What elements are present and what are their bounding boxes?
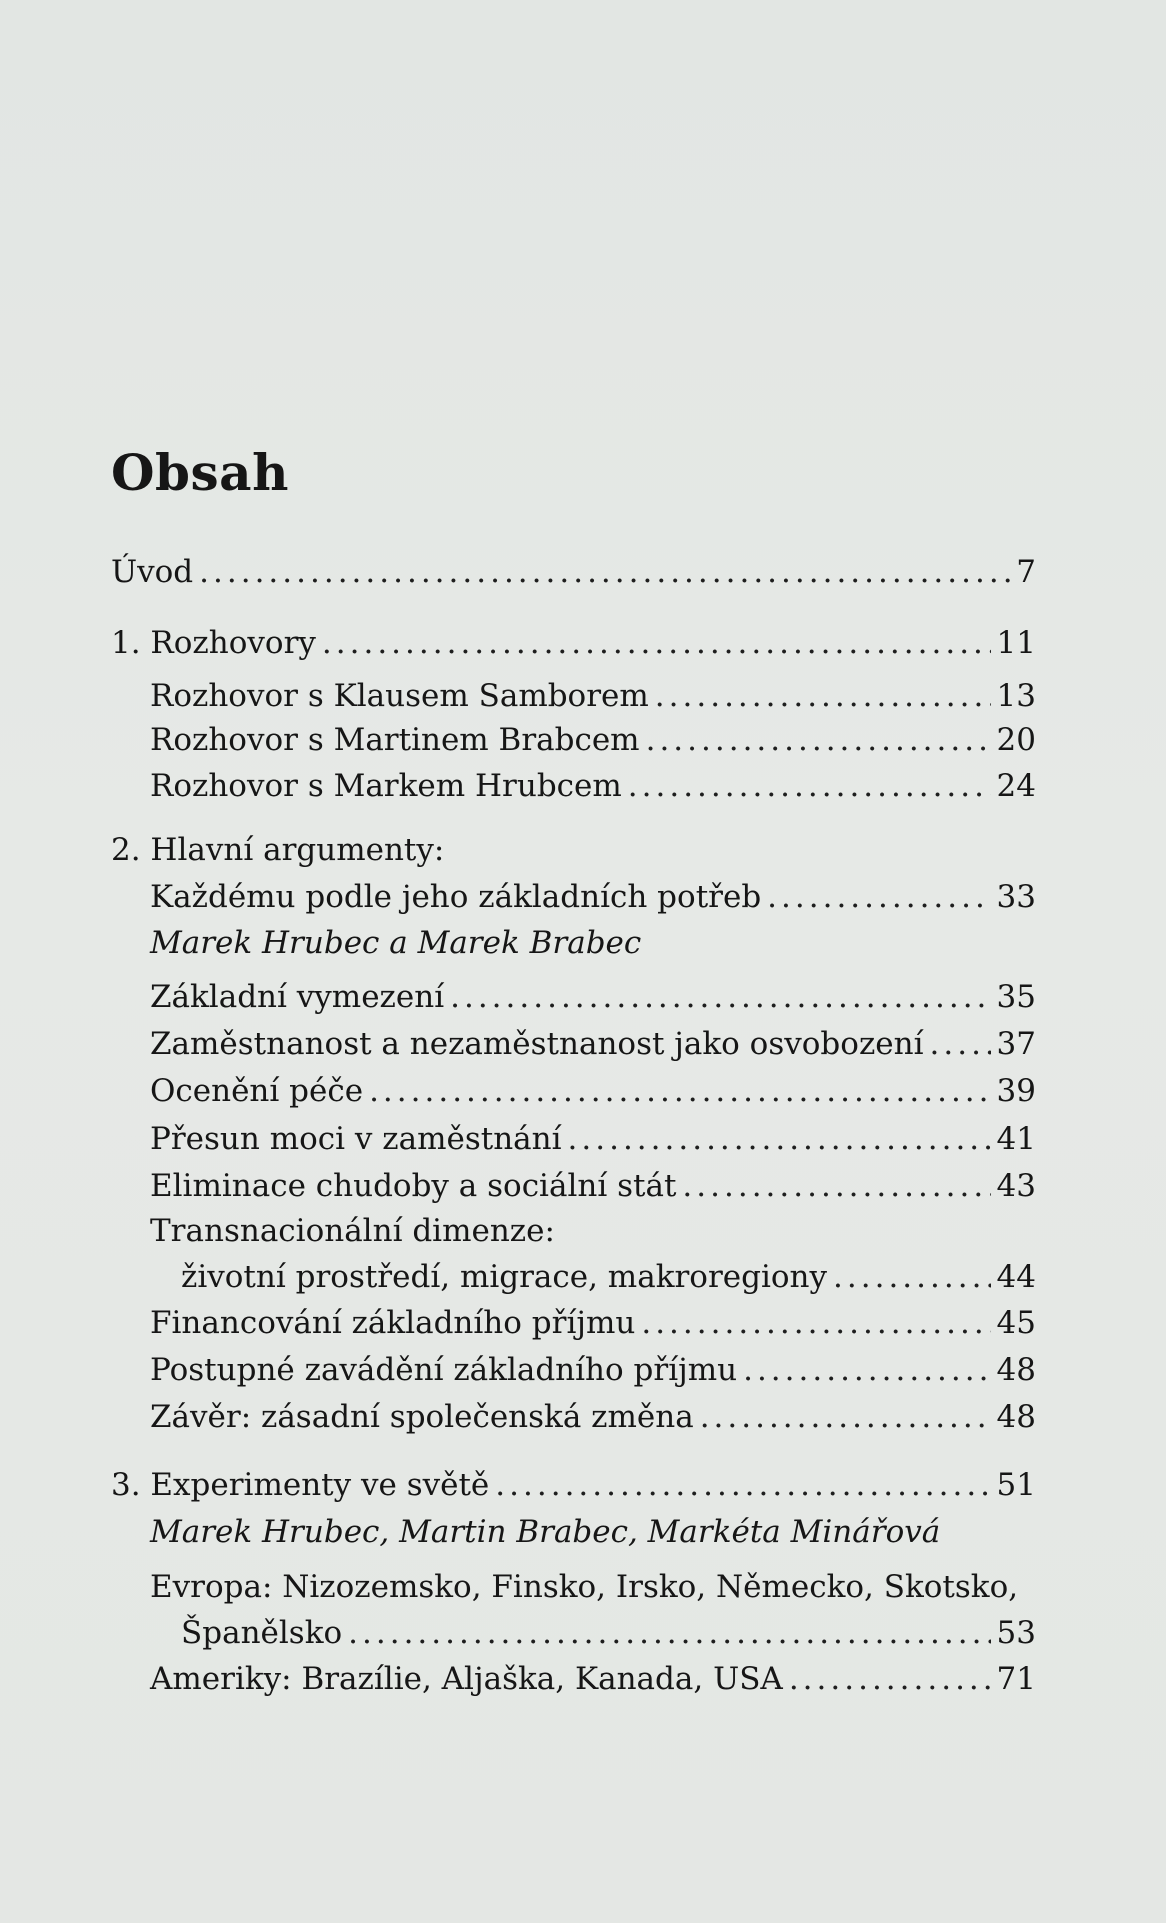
toc-entry-page: 48 bbox=[996, 1352, 1036, 1388]
toc-entry bbox=[150, 979, 1036, 1015]
leader-dots bbox=[628, 771, 991, 802]
leader-dots bbox=[682, 1171, 990, 1202]
toc-entry-page: 48 bbox=[996, 1399, 1036, 1435]
toc-entry-label: Základní vymezení bbox=[150, 979, 445, 1015]
toc-entry-page: 45 bbox=[996, 1305, 1036, 1341]
toc-entry-uvod bbox=[111, 554, 1036, 590]
toc-entry-label: Transnacionální dimenze: bbox=[150, 1213, 555, 1249]
toc-entry bbox=[150, 1026, 1036, 1062]
toc-entry-chapter-1 bbox=[111, 625, 1036, 661]
leader-dots bbox=[655, 681, 991, 712]
toc-entry-page: 13 bbox=[996, 678, 1036, 714]
toc-entry-label: Eliminace chudoby a sociální stát bbox=[150, 1168, 677, 1204]
toc-entry bbox=[181, 1259, 1036, 1295]
toc-entry-chapter-3 bbox=[111, 1467, 1036, 1503]
toc-entry bbox=[150, 768, 1036, 804]
toc-entry-label: Španělsko bbox=[181, 1615, 343, 1651]
toc-entry bbox=[150, 1305, 1036, 1341]
toc-entry-label: Rozhovor s Martinem Brabcem bbox=[150, 722, 640, 758]
leader-dots bbox=[646, 725, 991, 756]
toc-entry-label: Ameriky: Brazílie, Aljaška, Kanada, USA bbox=[150, 1661, 783, 1697]
toc-entry-page: 41 bbox=[996, 1121, 1036, 1157]
toc-entry-authors: Marek Hrubec a Marek Brabec bbox=[150, 925, 642, 961]
toc-entry-label: Zaměstnanost a nezaměstnanost jako osvobození bbox=[150, 1026, 924, 1062]
toc-entry-label: 3. Experimenty ve světě bbox=[111, 1467, 490, 1503]
toc-entry bbox=[150, 1121, 1036, 1157]
leader-dots bbox=[348, 1618, 990, 1649]
leader-dots bbox=[495, 1470, 990, 1501]
toc-entry-label: Evropa: Nizozemsko, Finsko, Irsko, Německo, Skotsko, bbox=[150, 1569, 1019, 1605]
toc-entry bbox=[150, 678, 1036, 714]
leader-dots bbox=[450, 982, 990, 1013]
leader-dots bbox=[641, 1308, 990, 1339]
toc-entry bbox=[150, 1399, 1036, 1435]
toc-entry bbox=[150, 1168, 1036, 1204]
toc-entry-label: Rozhovor s Klausem Samborem bbox=[150, 678, 649, 714]
leader-dots bbox=[199, 557, 1010, 588]
leader-dots bbox=[369, 1076, 990, 1107]
leader-dots bbox=[833, 1262, 991, 1293]
toc-entry-page: 71 bbox=[996, 1661, 1036, 1697]
toc-entry-page: 37 bbox=[996, 1026, 1036, 1062]
toc-entry bbox=[150, 1073, 1036, 1109]
toc-entry-page: 51 bbox=[996, 1467, 1036, 1503]
toc-entry-page: 11 bbox=[996, 625, 1036, 661]
toc-entry-page: 7 bbox=[1016, 554, 1036, 590]
toc-entry bbox=[150, 1352, 1036, 1388]
toc-entry-page: 43 bbox=[996, 1168, 1036, 1204]
toc-entry-label: Přesun moci v zaměstnání bbox=[150, 1121, 562, 1157]
toc-entry-page: 35 bbox=[996, 979, 1036, 1015]
toc-entry-label: životní prostředí, migrace, makroregiony bbox=[181, 1259, 828, 1295]
toc-entry-label: 1. Rozhovory bbox=[111, 625, 316, 661]
toc-entry-label: Úvod bbox=[111, 554, 194, 590]
toc-entry-label: Financování základního příjmu bbox=[150, 1305, 636, 1341]
toc-entry-page: 20 bbox=[996, 722, 1036, 758]
toc-entry-label: Postupné zavádění základního příjmu bbox=[150, 1352, 738, 1388]
toc-entry-chapter-2-subtitle bbox=[150, 879, 1036, 915]
leader-dots bbox=[767, 882, 990, 913]
toc-entry-page: 39 bbox=[996, 1073, 1036, 1109]
leader-dots bbox=[700, 1402, 991, 1433]
leader-dots bbox=[322, 628, 991, 659]
toc-entry-label: Ocenění péče bbox=[150, 1073, 364, 1109]
page-title: Obsah bbox=[111, 443, 289, 502]
leader-dots bbox=[930, 1029, 991, 1060]
leader-dots bbox=[789, 1664, 991, 1695]
toc-entry-chapter-2: 2. Hlavní argumenty: bbox=[111, 832, 445, 868]
toc-entry-authors: Marek Hrubec, Martin Brabec, Markéta Minářová bbox=[150, 1514, 941, 1550]
leader-dots bbox=[743, 1355, 990, 1386]
toc-entry bbox=[181, 1615, 1036, 1651]
leader-dots bbox=[568, 1124, 991, 1155]
toc-entry-label: Každému podle jeho základních potřeb bbox=[150, 879, 762, 915]
toc-entry-page: 53 bbox=[996, 1615, 1036, 1651]
toc-entry-label: Rozhovor s Markem Hrubcem bbox=[150, 768, 622, 804]
toc-entry-page: 24 bbox=[996, 768, 1036, 804]
toc-entry bbox=[150, 722, 1036, 758]
toc-entry-page: 33 bbox=[996, 879, 1036, 915]
toc-entry-label: Závěr: zásadní společenská změna bbox=[150, 1399, 694, 1435]
toc-entry bbox=[150, 1661, 1036, 1697]
toc-entry-page: 44 bbox=[996, 1259, 1036, 1295]
